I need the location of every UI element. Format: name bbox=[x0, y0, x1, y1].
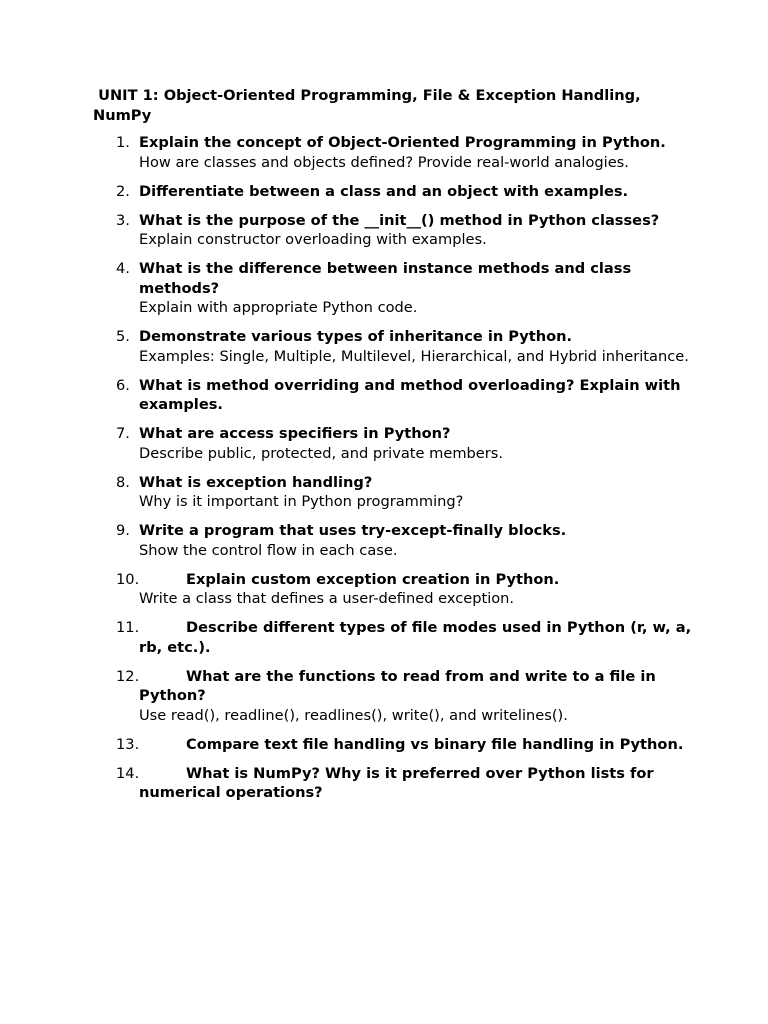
question-description: Examples: Single, Multiple, Multilevel, Hierarchical, and Hybrid inheritance. bbox=[139, 347, 689, 365]
question-title: What is NumPy? Why is it preferred over Python lists for numerical operations? bbox=[139, 764, 654, 801]
question-number: 5. bbox=[116, 328, 130, 345]
question-item bbox=[0, 182, 699, 202]
question-number: 2. bbox=[116, 182, 130, 200]
question-item bbox=[0, 764, 699, 803]
question-title: Compare text file handling vs binary file handling in Python. bbox=[186, 735, 684, 753]
question-description: Explain with appropriate Python code. bbox=[139, 299, 418, 316]
question-number: 13. bbox=[116, 735, 140, 753]
question-description: Use read(), readline(), readlines(), write(), and writelines(). bbox=[139, 706, 568, 724]
question-description: Explain constructor overloading with examples. bbox=[139, 231, 487, 248]
question-item bbox=[0, 327, 699, 366]
question-description: Describe public, protected, and private members. bbox=[139, 444, 504, 462]
question-title: What are access specifiers in Python? bbox=[139, 425, 451, 442]
question-item bbox=[0, 424, 699, 463]
question-title: Differentiate between a class and an object with examples. bbox=[139, 182, 629, 200]
question-item bbox=[0, 735, 699, 755]
question-item bbox=[0, 618, 699, 657]
question-description: Write a class that defines a user-defined exception. bbox=[139, 590, 515, 607]
question-item bbox=[0, 667, 699, 726]
question-number: 14. bbox=[116, 764, 140, 782]
question-title: What is exception handling? bbox=[139, 473, 373, 491]
question-number: 12. bbox=[116, 667, 140, 685]
question-title: Describe different types of file modes used in Python (r, w, a, rb, etc.). bbox=[139, 619, 692, 656]
question-description: Show the control flow in each case. bbox=[139, 541, 398, 559]
question-number: 10. bbox=[116, 570, 140, 588]
question-number: 6. bbox=[116, 376, 130, 394]
question-item bbox=[0, 259, 699, 318]
question-item bbox=[0, 570, 699, 609]
question-description: How are classes and objects defined? Provide real-world analogies. bbox=[139, 153, 629, 171]
question-item bbox=[0, 211, 699, 250]
question-number: 7. bbox=[116, 425, 130, 442]
question-number: 3. bbox=[116, 211, 130, 229]
unit-heading: UNIT 1: Object-Oriented Programming, File & Exception Handling, NumPy bbox=[93, 87, 646, 124]
question-list bbox=[0, 133, 768, 812]
question-number: 9. bbox=[116, 522, 130, 539]
question-item bbox=[0, 521, 699, 560]
question-item bbox=[0, 133, 699, 172]
question-title: What is method overriding and method overloading? Explain with examples. bbox=[139, 376, 681, 413]
question-number: 4. bbox=[116, 260, 130, 277]
question-number: 11. bbox=[116, 619, 140, 636]
question-number: 8. bbox=[116, 473, 130, 491]
question-title: Explain custom exception creation in Python. bbox=[186, 570, 560, 588]
question-title: What is the difference between instance methods and class methods? bbox=[139, 260, 632, 297]
question-item bbox=[0, 473, 699, 512]
question-title: Explain the concept of Object-Oriented Programming in Python. bbox=[139, 134, 666, 151]
question-description: Why is it important in Python programming? bbox=[139, 493, 464, 510]
question-number: 1. bbox=[116, 134, 130, 151]
question-item bbox=[0, 376, 699, 415]
question-title: What are the functions to read from and write to a file in Python? bbox=[139, 667, 656, 704]
question-title: What is the purpose of the __init__() method in Python classes? bbox=[139, 211, 660, 229]
question-title: Write a program that uses try-except-finally blocks. bbox=[139, 522, 567, 539]
question-title: Demonstrate various types of inheritance in Python. bbox=[139, 328, 573, 345]
